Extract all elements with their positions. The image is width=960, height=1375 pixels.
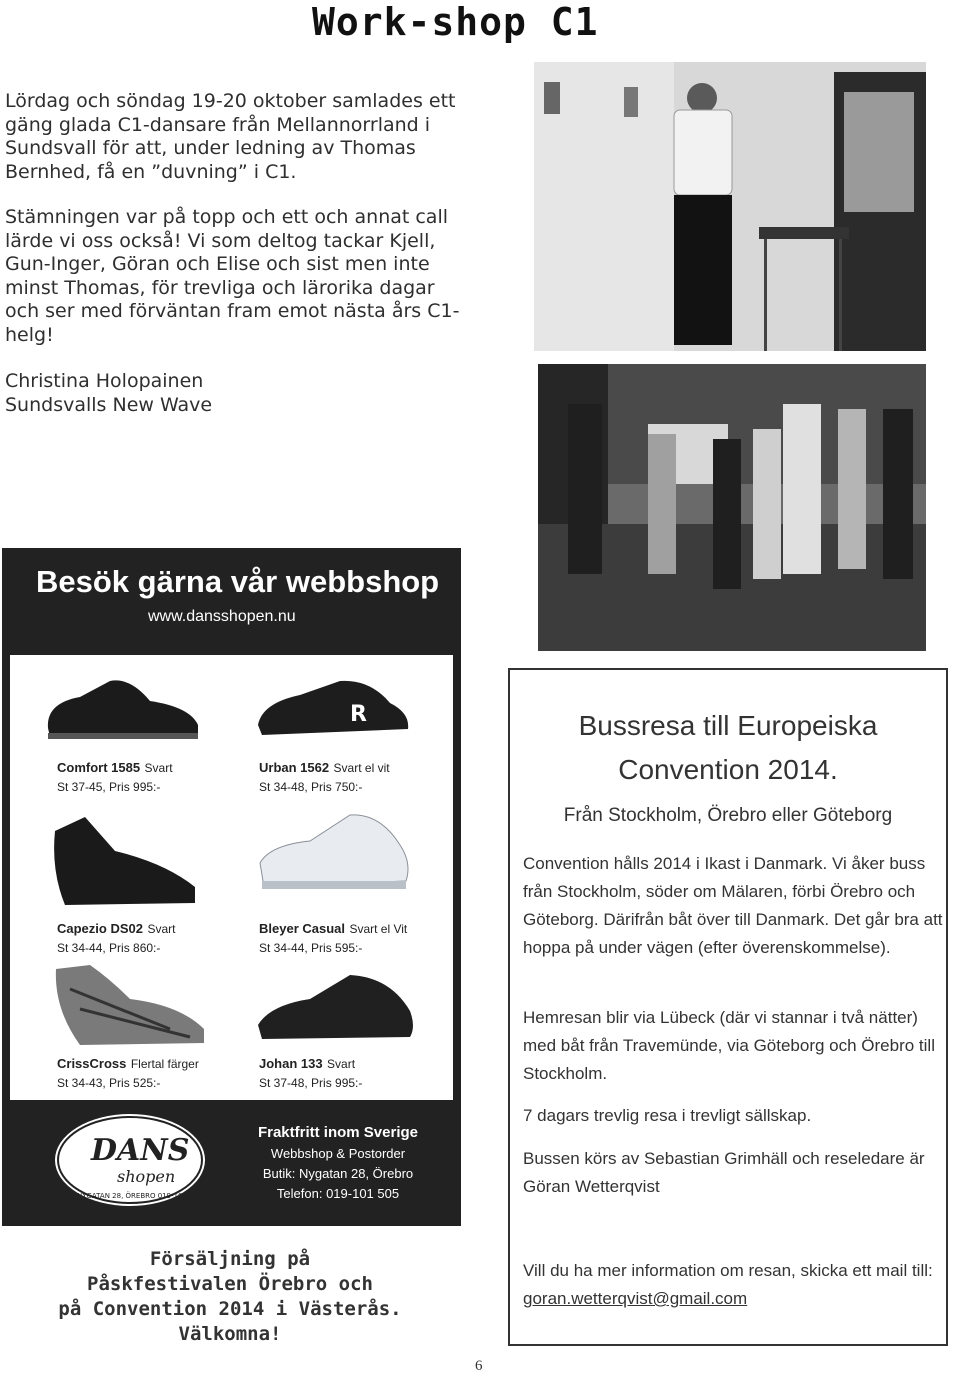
product-name: Capezio DS02 xyxy=(57,921,143,936)
product-bleyer[interactable] xyxy=(259,920,407,955)
sale-line: på Convention 2014 i Västerås. xyxy=(58,1298,402,1320)
product-price: St 37-45, Pris 995:- xyxy=(57,780,161,794)
shop-channels: Webbshop & Postorder xyxy=(270,1146,406,1161)
sale-line: Välkomna! xyxy=(178,1323,282,1345)
product-name: Bleyer Casual xyxy=(259,921,345,936)
bus-contact xyxy=(523,1257,943,1313)
article-body xyxy=(5,206,460,347)
shipping-title: Fraktfritt inom Sverige xyxy=(257,1124,419,1141)
bus-paragraph: Convention hålls 2014 i Ikast i Danmark. Vi åker buss från Stockholm, söder om Mälaren, förbi Örebro och Göteborg. Därifrån båt över till Danmark. Det går bra att hoppa på under vägen (efter överenskommelse). xyxy=(523,854,943,957)
product-capezio[interactable] xyxy=(57,920,175,955)
bus-title-line: Convention 2014. xyxy=(618,754,838,785)
bus-title xyxy=(510,704,946,792)
author-club: Sundsvalls New Wave xyxy=(5,393,213,416)
product-color: Flertal färger xyxy=(130,1057,199,1071)
product-color: Svart xyxy=(144,761,173,775)
photo-speaker-image xyxy=(534,62,926,351)
product-name: Johan 133 xyxy=(259,1056,323,1071)
product-crisscross[interactable] xyxy=(57,1055,199,1090)
bus-trip-box xyxy=(508,668,948,1346)
sale-line: Försäljning på xyxy=(149,1248,311,1270)
bus-subtitle: Från Stockholm, Örebro eller Göteborg xyxy=(563,805,893,826)
author-name: Christina Holopainen xyxy=(5,370,204,392)
product-color: Svart xyxy=(327,1057,356,1071)
sale-line: Påskfestivalen Örebro och xyxy=(87,1273,373,1295)
bus-paragraph: 7 dagars trevlig resa i trevligt sällskap. xyxy=(523,1106,812,1125)
article-paragraph: Stämningen var på topp och ett och annat call lärde vi oss också! Vi som deltog tackar Kjell, Gun-Inger, Göran och Elise och sist men inte minst Thomas, för trevliga och lärorika dagar och ser med förväntan fram emot nästa års C1-helg! xyxy=(5,206,460,346)
shop-phone: Telefon: 019-101 505 xyxy=(276,1186,400,1201)
product-color: Svart el vit xyxy=(333,761,390,775)
product-name: Comfort 1585 xyxy=(57,760,141,775)
svg-text:DANS: DANS xyxy=(91,1133,190,1168)
bus-title-line: Bussresa till Europeiska xyxy=(578,710,878,741)
webshop-ad xyxy=(2,548,461,1226)
webshop-url[interactable]: www.dansshopen.nu xyxy=(148,608,296,625)
email-link[interactable]: goran.wetterqvist@gmail.com xyxy=(523,1289,748,1308)
product-price: St 34-44, Pris 860:- xyxy=(57,941,161,955)
product-price: St 37-48, Pris 995:- xyxy=(259,1076,363,1090)
shoe-crisscross-image xyxy=(50,959,210,1049)
page-number: 6 xyxy=(475,1358,483,1374)
svg-text:R: R xyxy=(350,702,367,727)
shoe-johan-image xyxy=(250,967,420,1047)
product-comfort[interactable] xyxy=(57,759,173,794)
product-price: St 34-43, Pris 525:- xyxy=(57,1076,161,1090)
product-price: St 34-44, Pris 595:- xyxy=(259,941,363,955)
dansshopen-logo xyxy=(55,1114,205,1206)
svg-text:shopen: shopen xyxy=(117,1167,176,1186)
product-color: Svart xyxy=(147,922,176,936)
shipping-info xyxy=(228,1124,448,1201)
photo-dancers xyxy=(538,364,926,651)
photo-dancers-image xyxy=(538,364,926,651)
shop-address: Butik: Nygatan 28, Örebro xyxy=(262,1166,414,1181)
product-name: Urban 1562 xyxy=(259,760,330,775)
product-panel xyxy=(10,655,453,1100)
article-signature xyxy=(5,370,460,417)
product-name: CrissCross xyxy=(57,1056,127,1071)
product-color: Svart el Vit xyxy=(349,922,408,936)
dansshopen-logo-graphic xyxy=(55,1114,205,1206)
article-intro xyxy=(5,90,460,184)
svg-text:NYGATAN 28, ÖREBRO 019-101 505: NYGATAN 28, ÖREBRO 019-101 505 xyxy=(77,1192,203,1200)
bus-paragraph: Hemresan blir via Lübeck (där vi stannar i två nätter) med båt från Travemünde, via Göteborg och Örebro till Stockholm. xyxy=(523,1008,935,1083)
shoe-urban-image xyxy=(250,673,415,745)
product-johan[interactable] xyxy=(259,1055,362,1090)
shoe-capezio-image xyxy=(45,811,200,911)
bus-paragraph: Bussen körs av Sebastian Grimhäll och reseledare är Göran Wetterqvist xyxy=(523,1149,925,1196)
article-paragraph: Lördag och söndag 19-20 oktober samlades ett gäng glada C1-dansare från Mellannorrland i Sundsvall för att, under ledning av Thomas Bernhed, få en ”duvning” i C1. xyxy=(5,90,456,183)
photo-speaker xyxy=(534,62,926,351)
shoe-bleyer-image xyxy=(250,805,415,897)
sale-notice xyxy=(40,1247,420,1347)
bus-contact-text: Vill du ha mer information om resan, skicka ett mail till: xyxy=(523,1261,933,1280)
shoe-comfort-image xyxy=(40,673,205,745)
product-urban[interactable] xyxy=(259,759,390,794)
product-price: St 34-48, Pris 750:- xyxy=(259,780,363,794)
webshop-footer xyxy=(10,1108,453,1218)
webshop-title: Besök gärna vår webbshop xyxy=(36,564,440,599)
page-title: Work-shop C1 xyxy=(312,0,599,44)
